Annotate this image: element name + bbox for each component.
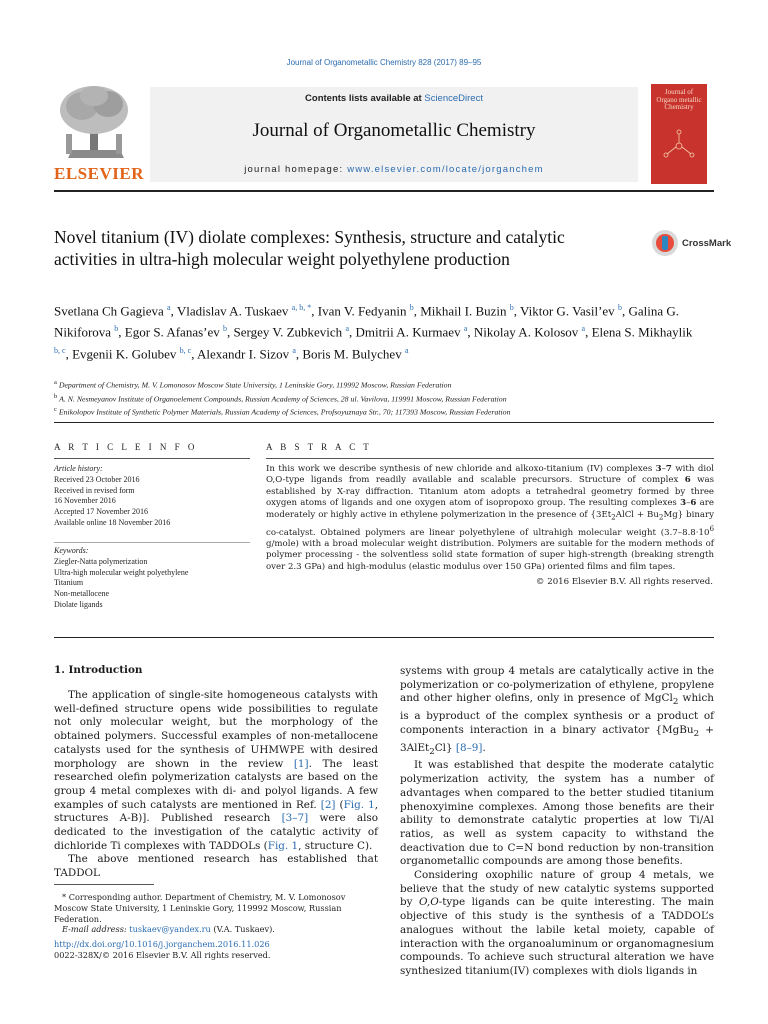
reference-link[interactable]: [8–9] [455, 741, 483, 754]
body-paragraph: It was established that despite the moderate catalytic polymerization activity, the system has a number of advantages when compared to the better studied titanium phenoxyimine complexes. Among those benefits are their ability to demonstrate catalytic properties at low Ti/Al ratios, as well as system capacity to withstand the deactivation due to C=N bond reduction by non-transition organometallic compounds are among those benefits. [400, 759, 714, 868]
contents-prefix: Contents lists available at [305, 93, 425, 104]
abstract-copyright: © 2016 Elsevier B.V. All rights reserved. [535, 577, 713, 587]
abstract-rule [266, 458, 714, 459]
author-affiliation-mark[interactable]: b [114, 324, 119, 334]
author-name[interactable]: Viktor G. Vasil’ev [520, 303, 615, 319]
body-column-left [54, 689, 378, 881]
author-affiliation-mark[interactable]: b [509, 303, 514, 312]
body-column-right [400, 665, 714, 979]
affiliation-row [54, 391, 704, 405]
section-rule [54, 637, 714, 638]
article-info-rule [54, 458, 250, 459]
affiliation-mark: b [54, 392, 58, 400]
history-item: 16 November 2016 [54, 496, 116, 506]
figure-link[interactable]: Fig. 1 [343, 798, 375, 811]
author-affiliation-mark[interactable]: b [617, 303, 622, 312]
body-paragraph: systems with group 4 metals are catalytically active in the polymerization or co-polymerization of ethylene, propylene and other higher olefins, only in presence of MgCl$_2$ which is a byproduct of the complex synthesis or a product of components interaction in a binary activator {MgBu$_2$ + 3AlEt$_2$Cl} [8–9]. [400, 665, 714, 757]
author-name[interactable]: Ivan V. Fedyanin [317, 303, 407, 319]
homepage-line [150, 164, 638, 175]
contents-line [150, 93, 638, 104]
history-item: Accepted 17 November 2016 [54, 507, 148, 517]
header-rule [54, 190, 714, 192]
footnote-rule [54, 884, 154, 885]
author-affiliation-mark[interactable]: b, c [179, 345, 192, 355]
author-name[interactable]: Elena S. Mikhaylik [591, 324, 693, 340]
keyword-item: Non-metallocene [54, 589, 110, 599]
affiliation-text: A. N. Nesmeyanov Institute of Organoelement Compounds, Russian Academy of Sciences, 28 ul. Vavilova, 119991 Moscow, Russian Federation [59, 394, 507, 404]
figure-link[interactable]: Fig. 1 [267, 839, 299, 852]
keyword-item: Ziegler-Natta polymerization [54, 556, 148, 566]
reference-link[interactable]: [2] [320, 798, 336, 811]
crossmark-icon [651, 229, 679, 257]
article-history [54, 464, 250, 529]
author-affiliation-mark[interactable]: a [581, 324, 586, 334]
author-name[interactable]: Dmitrii A. Kurmaev [355, 324, 461, 340]
doi-block [54, 939, 378, 961]
body-paragraph: The application of single-site homogeneous catalysts with well-defined structure opens wide possibilities to regulate not only molecular weight, but the morphology of the obtained polymers. Successful examples of non-metallocene catalysts used for the synthesis of UHMWPE with desired morphology are shown in the review [1]. The least researched olefin polymerization catalysts are based on the group 4 metal complexes with di- and polyol ligands. A few examples of such catalysts are mentioned in Ref. [2] (Fig. 1, structures A-B)]. Published research [3–7] were also dedicated to the investigation of the catalytic activity of dichloride Ti complexes with TADDOLs (Fig. 1, structure C). [54, 689, 379, 852]
author-affiliation-mark[interactable]: a, b, * [291, 303, 312, 312]
article-history-list [54, 475, 250, 529]
affiliation-row [54, 377, 704, 391]
elsevier-wordmark: ELSEVIER [54, 164, 144, 183]
body-paragraph: Considering oxophilic nature of group 4 metals, we believe that the study of new catalytic systems supported by O,O-type ligands can be quite interesting. The main objective of this study is the synthesis of a TADDOL’s analogues without the labile ketal moiety, capable of interaction with the organoaluminum or organomagnesium compounds. To achieve such structural alteration we have synthesized titanium(IV) complexes with diols ligands in [400, 869, 714, 977]
author-name[interactable]: Alexandr I. Sizov [197, 345, 290, 361]
homepage-prefix: journal homepage: [244, 164, 348, 175]
abstract-text: In this work we describe synthesis of new chloride and alkoxo-titanium (IV) complexes 3–7 with diol O,O-type ligands from readily available and scalable precursors. Structure of complex 6 was established by X-ray diffraction. Titanium atom adopts a tetrahedral geometry formed by three oxygen atoms of ligands and one oxygen atom of isopropoxo group. The resulting complexes 3–6 are moderately or highly active in ethylene polymerization in the presence of $\{3Et_2AlCl + Bu_2Mg\}$ binary co-catalyst. Obtained polymers are linear polyethylene of ultrahigh molecular weight ($3.7-8.8\cdot 10^6$ g/mole) with a broad molecular weight distribution. Polymers are suitable for the modern methods of polymer processing - the solventless solid state formation of super high-strength (breaking strength over 2.3 GPa) and high-modulus (elastic modulus over 150 GPa) oriented films and film tapes. [266, 464, 715, 572]
author-affiliation-mark[interactable]: a [463, 324, 468, 334]
author-affiliation-mark[interactable]: b [223, 324, 227, 334]
history-item: Received in revised form [54, 485, 135, 495]
email-line [54, 924, 378, 935]
email-suffix: (V.A. Tuskaev). [210, 924, 275, 935]
author-name[interactable]: Evgenii K. Golubev [72, 345, 177, 361]
journal-cover-thumbnail [651, 84, 707, 184]
affiliation-row [54, 404, 704, 418]
crossmark-badge[interactable] [651, 229, 731, 261]
corresponding-author-note: * Corresponding author. Department of Chemistry, M. V. Lomonosov Moscow State University, 1 Leninskie Gory, 119992 Moscow, Russian Federation. [54, 892, 346, 924]
keyword-item: Ultra-high molecular weight polyethylene [54, 567, 189, 577]
article-info-heading: A R T I C L E I N F O [54, 442, 198, 452]
reference-link[interactable]: [1] [293, 757, 309, 770]
history-item: Available online 18 November 2016 [54, 517, 171, 527]
sciencedirect-link[interactable]: ScienceDirect [424, 93, 483, 104]
article-history-label: Article history: [54, 464, 103, 473]
author-affiliation-mark[interactable]: a [404, 345, 409, 355]
author-name[interactable]: Boris M. Bulychev [302, 345, 402, 361]
keyword-item: Titanium [54, 578, 84, 588]
journal-citation-link[interactable]: Journal of Organometallic Chemistry 828 (2017) 89–95 [286, 58, 482, 67]
author-name[interactable]: Galina G. Nikiforova [54, 303, 679, 340]
author-name[interactable]: Mikhail I. Buzin [420, 303, 507, 319]
introduction-heading: 1. Introduction [54, 664, 143, 676]
author-affiliation-mark[interactable]: a [345, 324, 349, 334]
author-name[interactable]: Vladislav A. Tuskaev [176, 303, 289, 319]
author-name[interactable]: Svetlana Ch Gagieva [54, 303, 164, 319]
keywords-list [54, 557, 250, 611]
journal-title: Journal of Organometallic Chemistry [252, 120, 536, 141]
email-link[interactable]: tuskaev@yandex.ru [129, 924, 211, 935]
author-name[interactable]: Nikolay A. Kolosov [473, 324, 579, 340]
body-paragraph: The above mentioned research has established that TADDOL [54, 853, 378, 880]
author-list: Svetlana Ch Gagieva $^a$, Vladislav A. Tuskaev $^{a, b, *}$, Ivan V. Fedyanin $^b$, Mikhail I. Buzin $^b$, Viktor G. Vasil’ev $^b$, Galina G. Nikiforova $^b$, Egor S. Afanas’ev $^b$, Sergey V. Zubkevich $^a$, Dmitrii A. Kurmaev $^a$, Nikolay A. Kolosov $^a$, Elena S. Mikhaylik $^{b, c}$, Evgenii K. Golubev $^{b, c}$, Alexandr I. Sizov $^a$, Boris M. Bulychev $^a$ [54, 303, 693, 361]
reference-link[interactable]: [3–7] [281, 812, 309, 825]
author-affiliation-mark[interactable]: b [409, 303, 414, 312]
article-title: Novel titanium (IV) diolate complexes: Synthesis, structure and catalytic activities in ultra-high molecular weight polyethylene production [54, 227, 565, 269]
author-affiliation-mark[interactable]: a [167, 303, 171, 312]
affiliation-list [54, 377, 704, 418]
homepage-link[interactable]: www.elsevier.com/locate/jorganchem [347, 164, 544, 175]
affiliation-text: Enikolopov Institute of Synthetic Polymer Materials, Russian Academy of Sciences, Profsoyuznaya Str., 70; 117393 Moscow, Russian Federation [58, 407, 511, 417]
affiliation-mark: a [54, 379, 57, 386]
keywords-label: Keywords: [54, 546, 89, 555]
doi-link[interactable]: http://dx.doi.org/10.1016/j.jorganchem.2016.11.026 [54, 939, 270, 949]
affiliation-text: Department of Chemistry, M. V. Lomonosov Moscow State University, 1 Leninskie Gory, 119992 Moscow, Russian Federation [58, 380, 452, 390]
keywords-block [54, 546, 250, 611]
issn-line: 0022-328X/© 2016 Elsevier B.V. All rights reserved. [54, 949, 271, 960]
author-affiliation-mark[interactable]: b, c [54, 345, 66, 355]
history-item: Received 23 October 2016 [54, 474, 140, 484]
affiliation-mark: c [54, 406, 57, 414]
keyword-item: Diolate ligands [54, 599, 103, 609]
author-name[interactable]: Egor S. Afanas’ev [124, 324, 220, 340]
footnote [54, 892, 378, 935]
keywords-rule [54, 542, 250, 543]
crossmark-label: CrossMark [682, 238, 732, 249]
abstract-heading: A B S T R A C T [266, 442, 372, 452]
author-name[interactable]: Sergey V. Zubkevich [233, 324, 343, 340]
author-affiliation-mark[interactable]: a [292, 345, 296, 355]
cover-title: Journal of Organo metallic Chemistry [656, 88, 702, 111]
section-rule [54, 422, 714, 423]
email-label: E-mail address: [62, 924, 130, 935]
